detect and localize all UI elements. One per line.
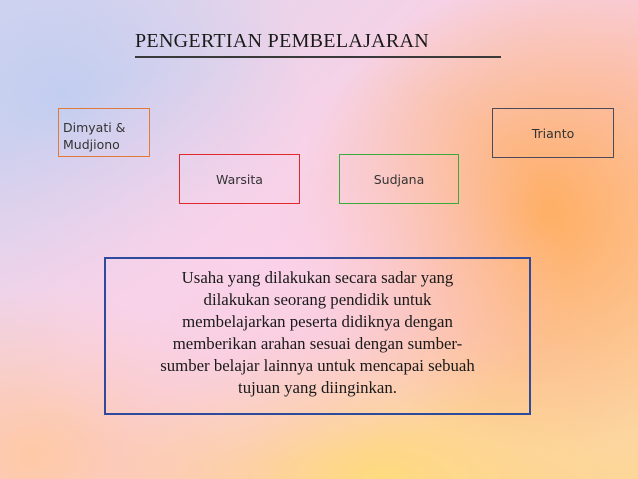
name-box-dimyati-mudjiono: [58, 108, 150, 157]
name-box-trianto: [492, 108, 614, 158]
page-title: PENGERTIAN PEMBELAJARAN: [135, 30, 501, 58]
name-box-warsita: [179, 154, 300, 204]
definition-box: [104, 257, 531, 415]
definition-line: tujuan yang diinginkan.: [238, 378, 397, 397]
name-label-mudjiono: Mudjiono: [63, 137, 120, 152]
definition-line: Usaha yang dilakukan secara sadar yang: [181, 268, 454, 287]
definition-line: membelajarkan peserta didiknya dengan: [182, 312, 453, 331]
name-label-dimyati: Dimyati &: [63, 120, 126, 135]
name-label-warsita: Warsita: [216, 171, 263, 187]
definition-line: sumber belajar lainnya untuk mencapai sebuah: [160, 356, 475, 375]
definition-line: dilakukan seorang pendidik untuk: [203, 290, 432, 309]
definition-line: memberikan arahan sesuai dengan sumber-: [172, 334, 463, 353]
name-box-sudjana: [339, 154, 459, 204]
name-label-trianto: Trianto: [531, 125, 575, 141]
name-label-sudjana: Sudjana: [373, 171, 425, 187]
